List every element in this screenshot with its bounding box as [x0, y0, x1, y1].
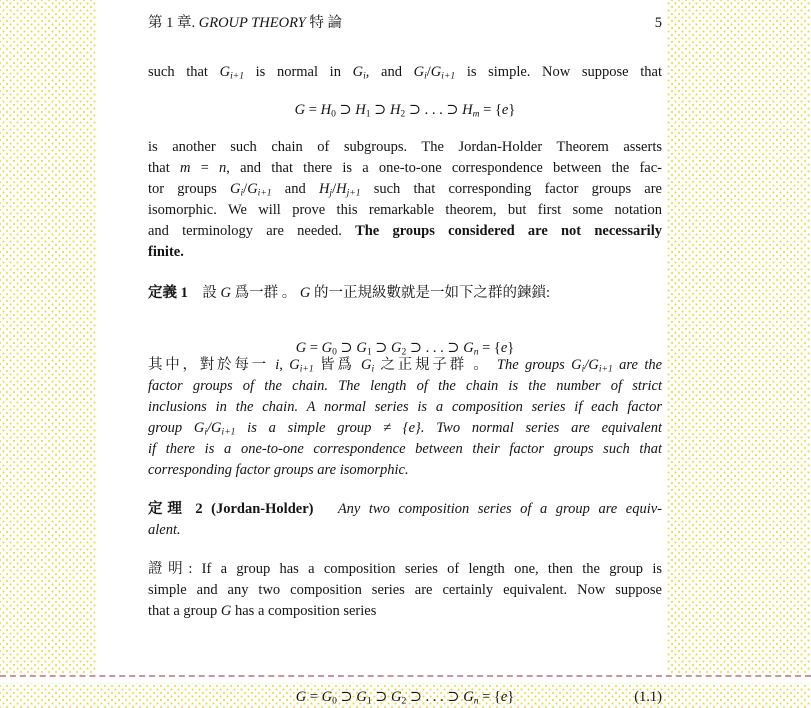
text-line: 定義 1 設 G 爲一群 。 G 的一正規級數就是一如下之群的鍊鎖:: [148, 285, 550, 301]
equation-1-1: [148, 687, 662, 708]
text-line: isomorphic. We will prove this remarkable theorem, but first some notation: [148, 202, 662, 218]
equation-chain-H: $G = H_0$ ⊃ $H_1$ ⊃ $H_2$ ⊃ . . . ⊃ $H_m = \{e\}$: [294, 102, 516, 120]
text-line: factor groups of the chain. The length of the chain is the number of strict: [148, 378, 662, 394]
text-line: simple and any two composition series are certainly equivalent. Now suppose: [148, 582, 662, 598]
text-line: 其中，對於每一 i, $G_{i+1}$ 皆爲 $G_i$ 之正規子群 。 The groups $G_i/G_{i+1}$ are the: [148, 357, 663, 375]
definition-1: [148, 283, 662, 304]
text-line: if there is a one-to-one correspondence between their factor groups such that: [148, 441, 662, 457]
equation-1-1-body: $G = G_0$ ⊃ $G_1$ ⊃ $G_2$ ⊃ . . . ⊃ $G_n = \{e\}$: [295, 689, 515, 707]
text-line: that a group G has a composition series: [148, 603, 377, 619]
paragraph-factor-groups: [148, 355, 662, 481]
text-line: that m = n, and that there is a one-to-one correspondence between the fac-: [148, 160, 662, 176]
equation-normal-series: $G = G_0$ ⊃ $G_1$ ⊃ $G_2$ ⊃ . . . ⊃ $G_n = \{e\}$: [295, 340, 515, 358]
paragraph-intro: [148, 62, 662, 83]
chapter-title: 第 1 章. GROUP THEORY 特 論: [148, 15, 343, 31]
text-line: is another such chain of subgroups. The Jordan-Holder Theorem asserts: [148, 139, 662, 155]
page-header: [148, 13, 662, 33]
text-line: finite.: [148, 244, 184, 260]
text-line: corresponding factor groups are isomorphic.: [148, 462, 409, 478]
proof-paragraph: [148, 559, 662, 622]
text-line: tor groups $G_i/G_{i+1}$ and $H_j/H_{j+1}$ such that corresponding factor groups are: [148, 181, 662, 199]
bottom-divider: [0, 675, 811, 683]
theorem-2-jordan-holder: [148, 499, 662, 541]
text-line: 證明: If a group has a composition series of length one, then the group is: [148, 561, 662, 577]
text-line: 定理 2 (Jordan-Holder) Any two composition series of a group are equiv-: [148, 501, 663, 517]
text-line: group $G_i/G_{i+1}$ is a simple group ≠ {e}. Two normal series are equivalent: [148, 420, 662, 438]
text-line: such that $G_{i+1}$ is normal in $G_i$, and $G_i/G_{i+1}$ is simple. Now suppose that: [148, 64, 662, 82]
page-number: 5: [654, 15, 662, 31]
text-line: inclusions in the chain. A normal series is a composition series if each factor: [148, 399, 662, 415]
text-line: alent.: [148, 522, 181, 538]
equation-number: (1.1): [634, 689, 662, 705]
paragraph-jordan-holder: [148, 137, 662, 263]
text-line: and terminology are needed. The groups considered are not necessarily: [148, 223, 662, 239]
